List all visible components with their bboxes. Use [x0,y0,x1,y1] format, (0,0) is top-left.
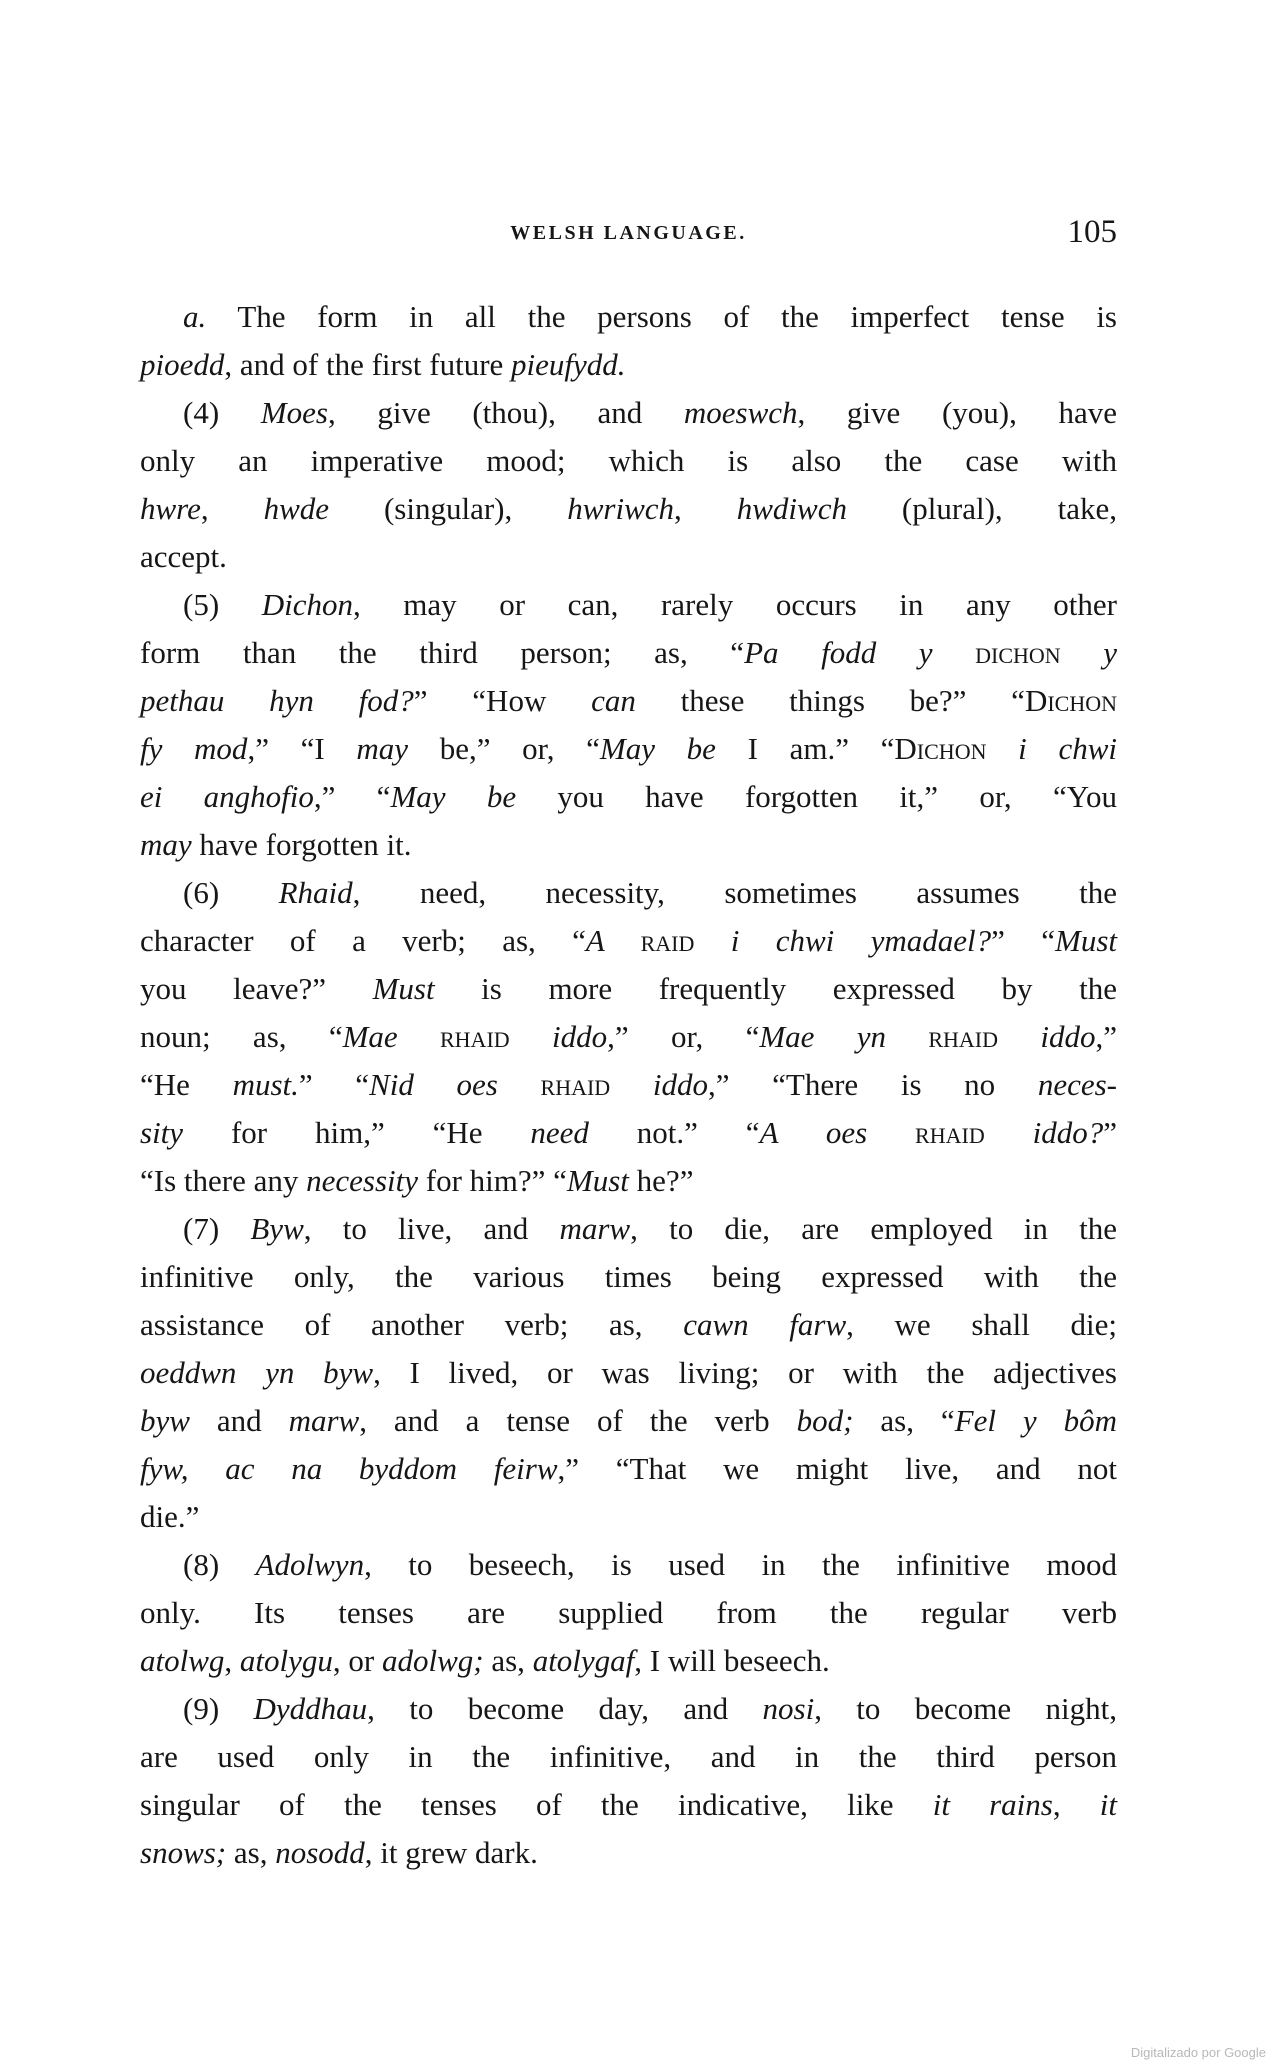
text-segment: ,” “ [313,779,391,814]
italic-text: Moes [260,395,328,430]
italic-text: cawn farw [683,1307,847,1342]
italic-text: iddo [509,1019,608,1054]
text-segment: ,” “I [247,731,357,766]
italic-text: bod; [796,1403,854,1438]
text-line [140,437,1117,485]
italic-text: May be [599,731,716,766]
italic-text: Mae yn [759,1019,929,1054]
text-segment: only. Its tenses are supplied from the regular verb [140,1595,1117,1630]
text-segment: accept. [140,539,227,574]
text-segment: for him?” “ [418,1163,567,1198]
text-segment: , and of the first future [224,347,512,382]
text-segment: as, [483,1643,533,1678]
text-segment: , I will beseech. [634,1643,830,1678]
italic-text: Must [1055,923,1117,958]
text-line [140,1397,1117,1445]
italic-text: Fel y bôm [954,1403,1117,1438]
text-segment: , [1052,1787,1100,1822]
italic-text: i chwi ymadael? [694,923,992,958]
text-segment: as, “ [853,1403,955,1438]
text-line [140,1013,1117,1061]
italic-text: Dyddhau [253,1691,368,1726]
text-line [140,1253,1117,1301]
italic-text: must. [232,1067,299,1102]
italic-text: Rhaid [278,875,353,910]
small-caps-text: Dichon [894,731,987,766]
text-line [140,1829,1117,1877]
small-caps-text: dichon [975,635,1061,670]
text-segment: (7) [183,1211,251,1246]
text-segment: , to become night, [814,1691,1117,1726]
italic-text: fy mod [140,731,248,766]
text-line [140,1109,1117,1157]
watermark: Digitalizado por Google [1130,2045,1266,2060]
text-segment: (5) [183,587,262,622]
italic-text: Byw [250,1211,304,1246]
text-line [140,1349,1117,1397]
italic-text: ei anghofio [140,779,314,814]
text-segment: , give (thou), and [327,395,684,430]
italic-text: neces- [1037,1067,1117,1102]
italic-text: fyw, ac na byddom feirw [140,1451,558,1486]
text-line [183,581,1117,629]
text-segment: he?” [628,1163,694,1198]
small-caps-text: rhaid [928,1019,999,1054]
text-line [183,389,1117,437]
italic-text: A oes [759,1115,916,1150]
text-line [140,533,1117,581]
italic-text: need [530,1115,589,1150]
text-segment: , or [332,1643,382,1678]
italic-text: it [1099,1787,1117,1822]
text-segment: , I lived, or was living; or with the adjectives [373,1355,1117,1390]
page-number: 105 [1067,214,1117,250]
text-segment: , [224,1643,240,1678]
text-segment: (4) [183,395,261,430]
text-line [140,1493,1117,1541]
text-line [183,1205,1117,1253]
text-segment: (plural), take, [846,491,1117,526]
text-segment: , to beseech, is used in the infinitive mood [364,1547,1117,1582]
italic-text: can [591,683,636,718]
text-segment: (9) [183,1691,254,1726]
text-segment: , we shall die; [846,1307,1117,1342]
italic-text: hwriwch [567,491,675,526]
text-line [140,485,1117,533]
italic-text: i chwi [986,731,1117,766]
text-segment: character of a verb; as, “ [140,923,586,958]
text-segment: ” “How [413,683,592,718]
text-segment: noun; as, “ [140,1019,343,1054]
italic-text: marw [288,1403,360,1438]
italic-text: moeswch [683,395,798,430]
italic-text: a. [183,299,207,334]
italic-text: Nid oes [369,1067,541,1102]
text-line [140,917,1117,965]
text-segment: as, [226,1835,276,1870]
text-line [183,1685,1117,1733]
italic-text: sity [140,1115,184,1150]
text-line [140,1061,1117,1109]
text-segment: ,” [1095,1019,1117,1054]
italic-text: Must [372,971,435,1006]
text-line [140,341,1117,389]
italic-text: atolygaf [532,1643,635,1678]
italic-text: byw [140,1403,190,1438]
italic-text: May be [390,779,517,814]
text-segment: for him,” “He [183,1115,531,1150]
text-segment: , to live, and [303,1211,560,1246]
text-segment: , and a tense of the verb [359,1403,797,1438]
text-segment: ,” “That we might live, and not [557,1451,1117,1486]
italic-text: atolwg [140,1643,225,1678]
italic-text: pieufydd. [511,347,626,382]
text-line [140,1781,1117,1829]
italic-text: atolygu [239,1643,333,1678]
text-segment: , it grew dark. [364,1835,538,1870]
text-segment: (6) [183,875,279,910]
text-segment: die.” [140,1499,200,1534]
text-line [140,773,1117,821]
text-line [140,725,1117,773]
text-segment: (8) [183,1547,256,1582]
italic-text: Adolwyn [255,1547,365,1582]
italic-text: iddo [998,1019,1096,1054]
small-caps-text: rhaid [915,1115,985,1150]
italic-text: Dichon [261,587,353,622]
italic-text: marw [559,1211,631,1246]
text-segment: singular of the tenses of the indicative, like [140,1787,933,1822]
small-caps-text: rhaid [440,1019,510,1054]
text-segment: , [200,491,264,526]
text-segment: you leave?” [140,971,373,1006]
italic-text: Mae [342,1019,440,1054]
text-segment: not.” “ [588,1115,760,1150]
text-segment: , give (you), have [797,395,1117,430]
text-segment: , need, necessity, sometimes assumes the [352,875,1117,910]
italic-text: hwdiwch [736,491,847,526]
text-line [140,1157,1117,1205]
italic-text: snows; [140,1835,227,1870]
text-segment: assistance of another verb; as, [140,1307,684,1342]
text-segment: ” “ [298,1067,370,1102]
text-segment: (singular), [329,491,568,526]
text-line [183,293,1117,341]
small-caps-text: raid [640,923,695,958]
text-segment: these things be?” “ [635,683,1025,718]
text-segment: only an imperative mood; which is also the case with [140,443,1117,478]
text-line [183,869,1117,917]
text-segment: infinitive only, the various times being expressed with the [140,1259,1117,1294]
italic-text: A [585,923,641,958]
text-segment: “He [140,1067,233,1102]
italic-text: necessity [306,1163,419,1198]
italic-text: may [356,731,409,766]
text-segment: are used only in the infinitive, and in the third person [140,1739,1117,1774]
small-caps-text: Dichon [1024,683,1118,718]
running-head [140,214,1117,254]
text-segment: , may or can, rarely occurs in any other [352,587,1117,622]
text-segment: and [189,1403,289,1438]
italic-text: hwde [263,491,330,526]
italic-text: adolwg; [381,1643,484,1678]
text-line [140,965,1117,1013]
text-line [140,1445,1117,1493]
italic-text: Pa fodd y [744,635,976,670]
text-segment: The form in all the persons of the imperfect tense is [206,299,1117,334]
text-segment: “Is there any [140,1163,307,1198]
text-segment: , to die, are employed in the [630,1211,1117,1246]
text-segment: , to become day, and [367,1691,763,1726]
italic-text: y [1060,635,1118,670]
italic-text: pioedd [140,347,225,382]
text-segment: , [674,491,737,526]
italic-text: iddo [610,1067,708,1102]
italic-text: oeddwn yn byw [140,1355,374,1390]
text-segment: I am.” “ [715,731,895,766]
italic-text: Must [566,1163,629,1198]
small-caps-text: rhaid [540,1067,611,1102]
italic-text: may [140,827,192,862]
text-segment: ,” “There is no [707,1067,1038,1102]
italic-text: iddo? [984,1115,1104,1150]
italic-text: nosodd [275,1835,365,1870]
text-line [140,677,1117,725]
text-line [140,1637,1117,1685]
italic-text: nosi [762,1691,815,1726]
text-segment: form than the third person; as, “ [140,635,745,670]
running-head-title: WELSH LANGUAGE. [510,222,747,244]
text-segment: ” “ [991,923,1055,958]
text-line [140,821,1117,869]
text-line [140,1301,1117,1349]
text-line [140,1733,1117,1781]
text-segment: have forgotten it. [191,827,412,862]
text-segment: is more frequently expressed by the [434,971,1117,1006]
text-segment: you have forgotten it,” or, “You [516,779,1118,814]
text-segment: ,” or, “ [607,1019,760,1054]
italic-text: pethau hyn fod? [140,683,414,718]
text-segment: ” [1103,1115,1117,1150]
italic-text: it rains [932,1787,1053,1822]
text-line [140,1589,1117,1637]
text-segment: be,” or, “ [408,731,600,766]
text-line [183,1541,1117,1589]
text-line [140,629,1117,677]
italic-text: hwre [140,491,201,526]
